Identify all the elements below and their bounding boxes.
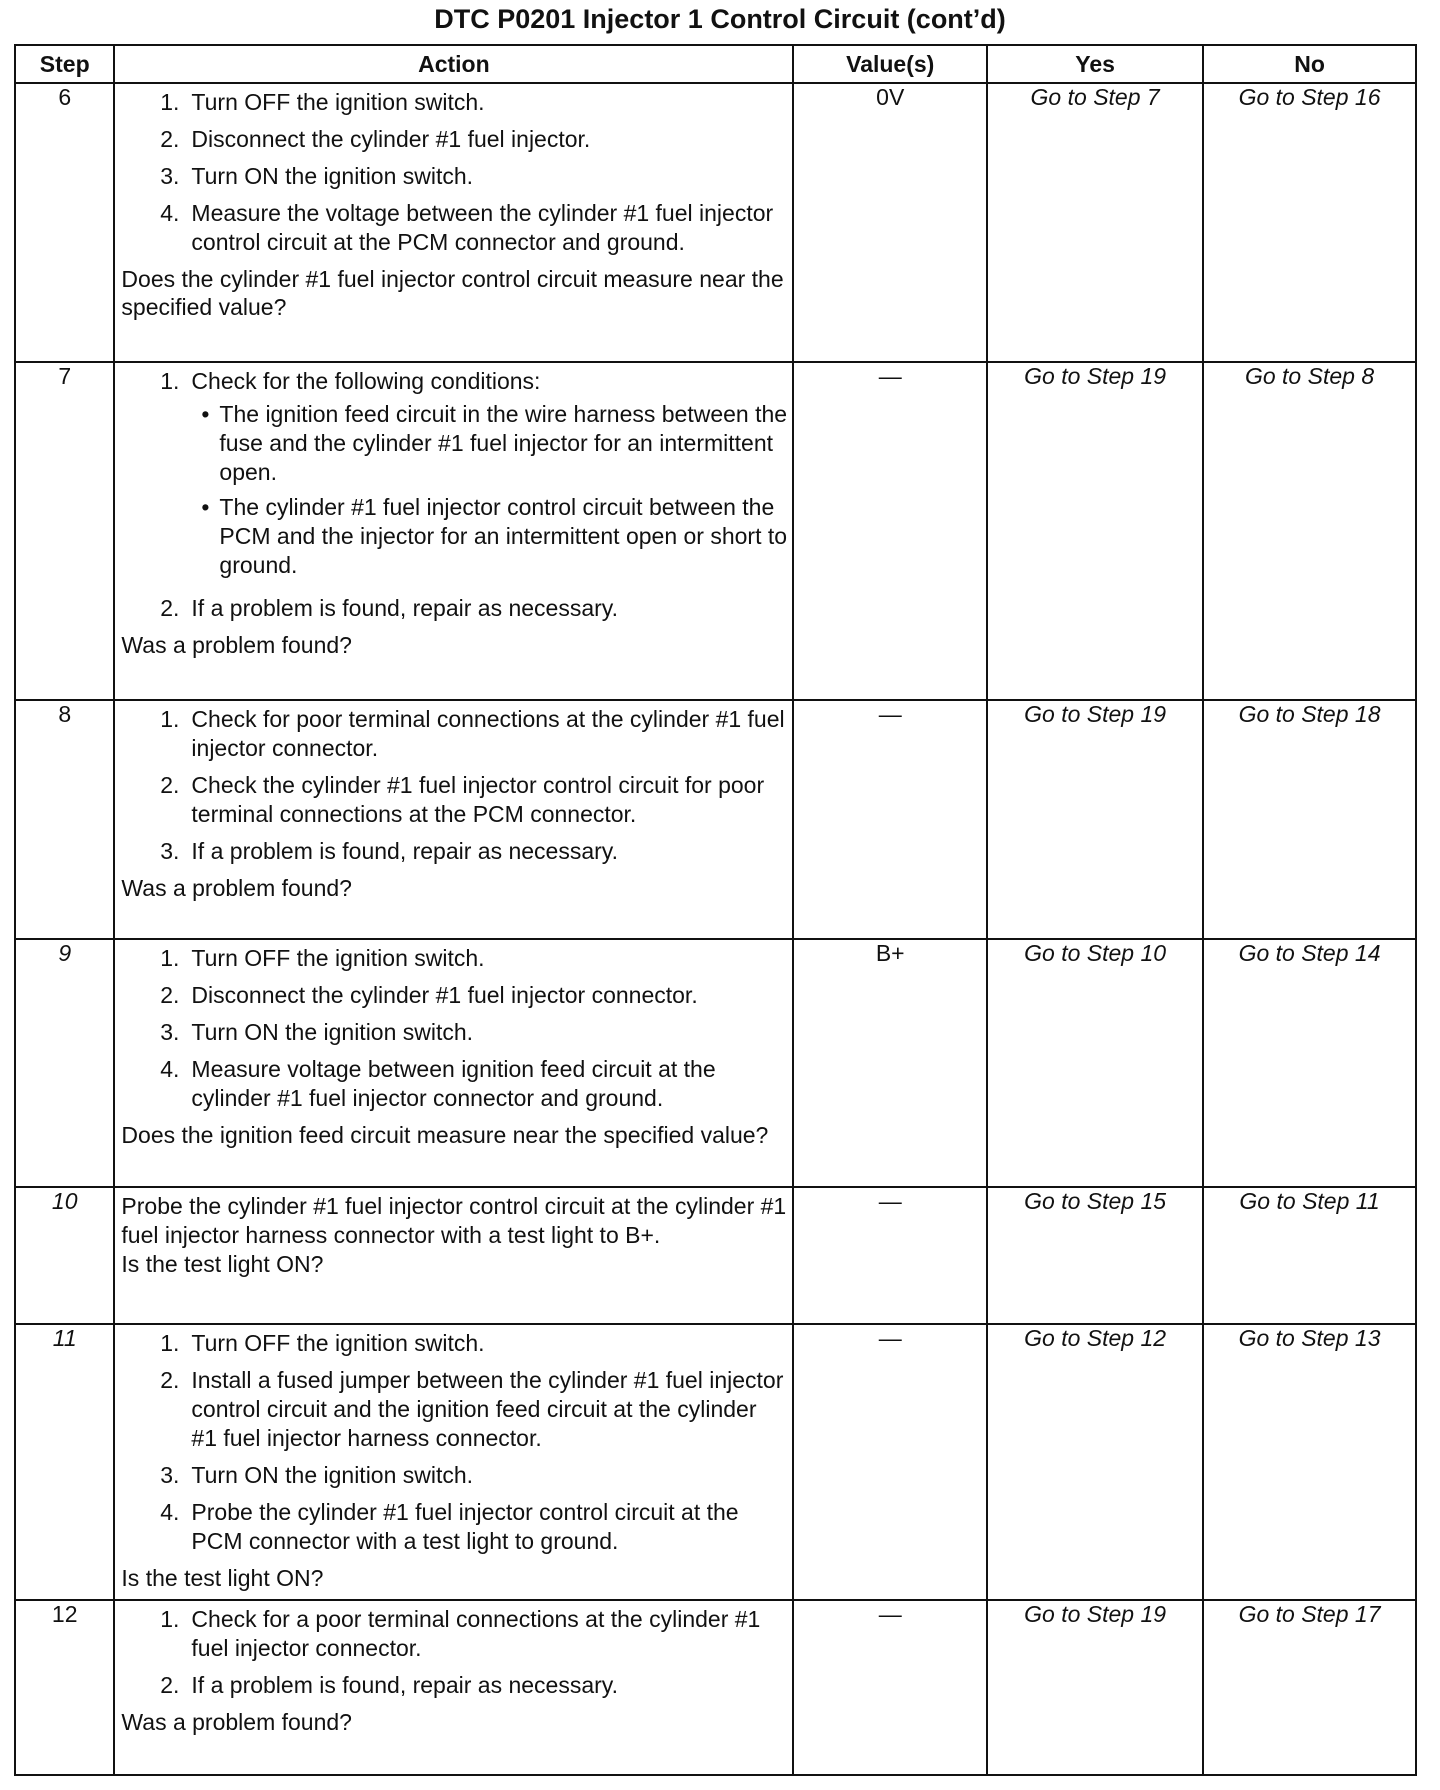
action-steps bbox=[121, 705, 788, 874]
step-number: 9 bbox=[58, 940, 72, 966]
no-cell: Go to Step 16 bbox=[1203, 83, 1416, 362]
list-item: 2. Install a fused jumper between the cylinder #1 fuel injector control circuit and the ignition feed circuit at the cylinder #1 fuel injector harness connector. bbox=[160, 1367, 784, 1451]
step-cell bbox=[15, 83, 114, 362]
table-row bbox=[15, 1600, 1416, 1775]
list-item: 1. Turn OFF the ignition switch. bbox=[160, 1330, 485, 1356]
check-question: Is the test light ON? bbox=[121, 1565, 324, 1591]
step-number: 7 bbox=[58, 363, 72, 389]
list-item: 2. If a problem is found, repair as necessary. bbox=[160, 595, 618, 621]
step-number: 6 bbox=[58, 84, 72, 110]
action-steps bbox=[121, 944, 788, 1121]
value-cell: — bbox=[793, 1187, 987, 1324]
diagnostic-table bbox=[14, 44, 1417, 1776]
step-number: 10 bbox=[51, 1188, 78, 1214]
yes-cell: Go to Step 7 bbox=[987, 83, 1203, 362]
action-instruction: Probe the cylinder #1 fuel injector control circuit at the cylinder #1 fuel injector harness connector with a test light to B+. bbox=[121, 1193, 787, 1248]
table-row bbox=[15, 83, 1416, 362]
list-item: 4. Measure the voltage between the cylinder #1 fuel injector control circuit at the PCM connector and ground. bbox=[160, 200, 774, 255]
list-item: 2. Disconnect the cylinder #1 fuel injector connector. bbox=[160, 982, 698, 1008]
step-number: 11 bbox=[52, 1325, 77, 1351]
list-item: • The ignition feed circuit in the wire harness between the fuse and the cylinder #1 fuel injector for an intermittent open. bbox=[191, 400, 788, 487]
table-header-row bbox=[15, 45, 1416, 83]
list-item: 3. Turn ON the ignition switch. bbox=[160, 1019, 474, 1045]
list-item: 2. If a problem is found, repair as necessary. bbox=[160, 1672, 618, 1698]
action-steps bbox=[121, 1329, 788, 1564]
check-question: Is the test light ON? bbox=[121, 1251, 324, 1277]
list-item: 1. Turn OFF the ignition switch. bbox=[160, 945, 485, 971]
action-cell bbox=[114, 939, 793, 1187]
list-item: 2. Disconnect the cylinder #1 fuel injector. bbox=[160, 126, 591, 152]
check-question: Does the ignition feed circuit measure near the specified value? bbox=[121, 1122, 769, 1148]
check-question: Was a problem found? bbox=[121, 1709, 352, 1735]
no-cell: Go to Step 8 bbox=[1203, 362, 1416, 700]
list-item: 1. Check for the following conditions: • The ignition feed circuit in the wire harness between the fuse and the cylinder #1 fuel injector for an intermittent open. • The cylinder #1 fuel injector control circuit between the PCM and the injector for an intermittent open or short to ground. bbox=[160, 368, 788, 578]
value-cell: B+ bbox=[793, 939, 987, 1187]
list-item: 1. Turn OFF the ignition switch. bbox=[160, 89, 485, 115]
yes-cell: Go to Step 15 bbox=[987, 1187, 1203, 1324]
action-cell bbox=[114, 362, 793, 700]
value-cell: — bbox=[793, 700, 987, 939]
action-cell bbox=[114, 700, 793, 939]
condition-bullets bbox=[191, 400, 788, 580]
check-question: Was a problem found? bbox=[121, 632, 352, 658]
list-item: 1. Check for a poor terminal connections at the cylinder #1 fuel injector connector. bbox=[160, 1606, 761, 1661]
bullet-icon: • bbox=[201, 401, 210, 427]
list-item: 1. Check for poor terminal connections at the cylinder #1 fuel injector connector. bbox=[160, 706, 785, 761]
step-cell bbox=[15, 700, 114, 939]
action-steps bbox=[121, 1605, 788, 1708]
step-cell bbox=[15, 939, 114, 1187]
no-cell: Go to Step 14 bbox=[1203, 939, 1416, 1187]
header-values: Value(s) bbox=[793, 45, 987, 83]
action-cell bbox=[114, 1187, 793, 1324]
no-cell: Go to Step 13 bbox=[1203, 1324, 1416, 1600]
no-cell: Go to Step 17 bbox=[1203, 1600, 1416, 1775]
step-cell bbox=[15, 1600, 114, 1775]
check-question: Does the cylinder #1 fuel injector control circuit measure near the specified value? bbox=[121, 266, 784, 320]
action-steps bbox=[121, 367, 788, 631]
header-yes: Yes bbox=[987, 45, 1203, 83]
action-cell bbox=[114, 1324, 793, 1600]
value-cell: — bbox=[793, 362, 987, 700]
table-row bbox=[15, 700, 1416, 939]
bullet-icon: • bbox=[201, 494, 210, 520]
value-cell: — bbox=[793, 1600, 987, 1775]
list-item: 3. If a problem is found, repair as necessary. bbox=[160, 838, 618, 864]
check-question: Was a problem found? bbox=[121, 875, 352, 901]
yes-cell: Go to Step 19 bbox=[987, 362, 1203, 700]
list-item: 3. Turn ON the ignition switch. bbox=[160, 163, 474, 189]
table-row bbox=[15, 1187, 1416, 1324]
list-item: 4. Probe the cylinder #1 fuel injector control circuit at the PCM connector with a test light to ground. bbox=[160, 1499, 739, 1554]
step-number: 8 bbox=[58, 701, 72, 727]
value-cell: — bbox=[793, 1324, 987, 1600]
list-item: 3. Turn ON the ignition switch. bbox=[160, 1462, 474, 1488]
header-step: Step bbox=[15, 45, 114, 83]
yes-cell: Go to Step 19 bbox=[987, 1600, 1203, 1775]
table-row bbox=[15, 362, 1416, 700]
header-action: Action bbox=[114, 45, 793, 83]
action-cell bbox=[114, 1600, 793, 1775]
table-row bbox=[15, 1324, 1416, 1600]
value-cell: 0V bbox=[793, 83, 987, 362]
yes-cell: Go to Step 10 bbox=[987, 939, 1203, 1187]
step-cell bbox=[15, 362, 114, 700]
page-title: DTC P0201 Injector 1 Control Circuit (cont’d) bbox=[434, 4, 1006, 34]
header-no: No bbox=[1203, 45, 1416, 83]
action-cell bbox=[114, 83, 793, 362]
no-cell: Go to Step 18 bbox=[1203, 700, 1416, 939]
list-item: 2. Check the cylinder #1 fuel injector control circuit for poor terminal connections at the PCM connector. bbox=[160, 772, 765, 827]
action-steps bbox=[121, 88, 788, 265]
step-cell bbox=[15, 1187, 114, 1324]
table-row bbox=[15, 939, 1416, 1187]
list-item: • The cylinder #1 fuel injector control circuit between the PCM and the injector for an intermittent open or short to ground. bbox=[191, 493, 788, 580]
list-item: 4. Measure voltage between ignition feed circuit at the cylinder #1 fuel injector connector and ground. bbox=[160, 1056, 716, 1111]
step-number: 12 bbox=[51, 1601, 78, 1627]
yes-cell: Go to Step 12 bbox=[987, 1324, 1203, 1600]
yes-cell: Go to Step 19 bbox=[987, 700, 1203, 939]
step-cell bbox=[15, 1324, 114, 1600]
no-cell: Go to Step 11 bbox=[1203, 1187, 1416, 1324]
